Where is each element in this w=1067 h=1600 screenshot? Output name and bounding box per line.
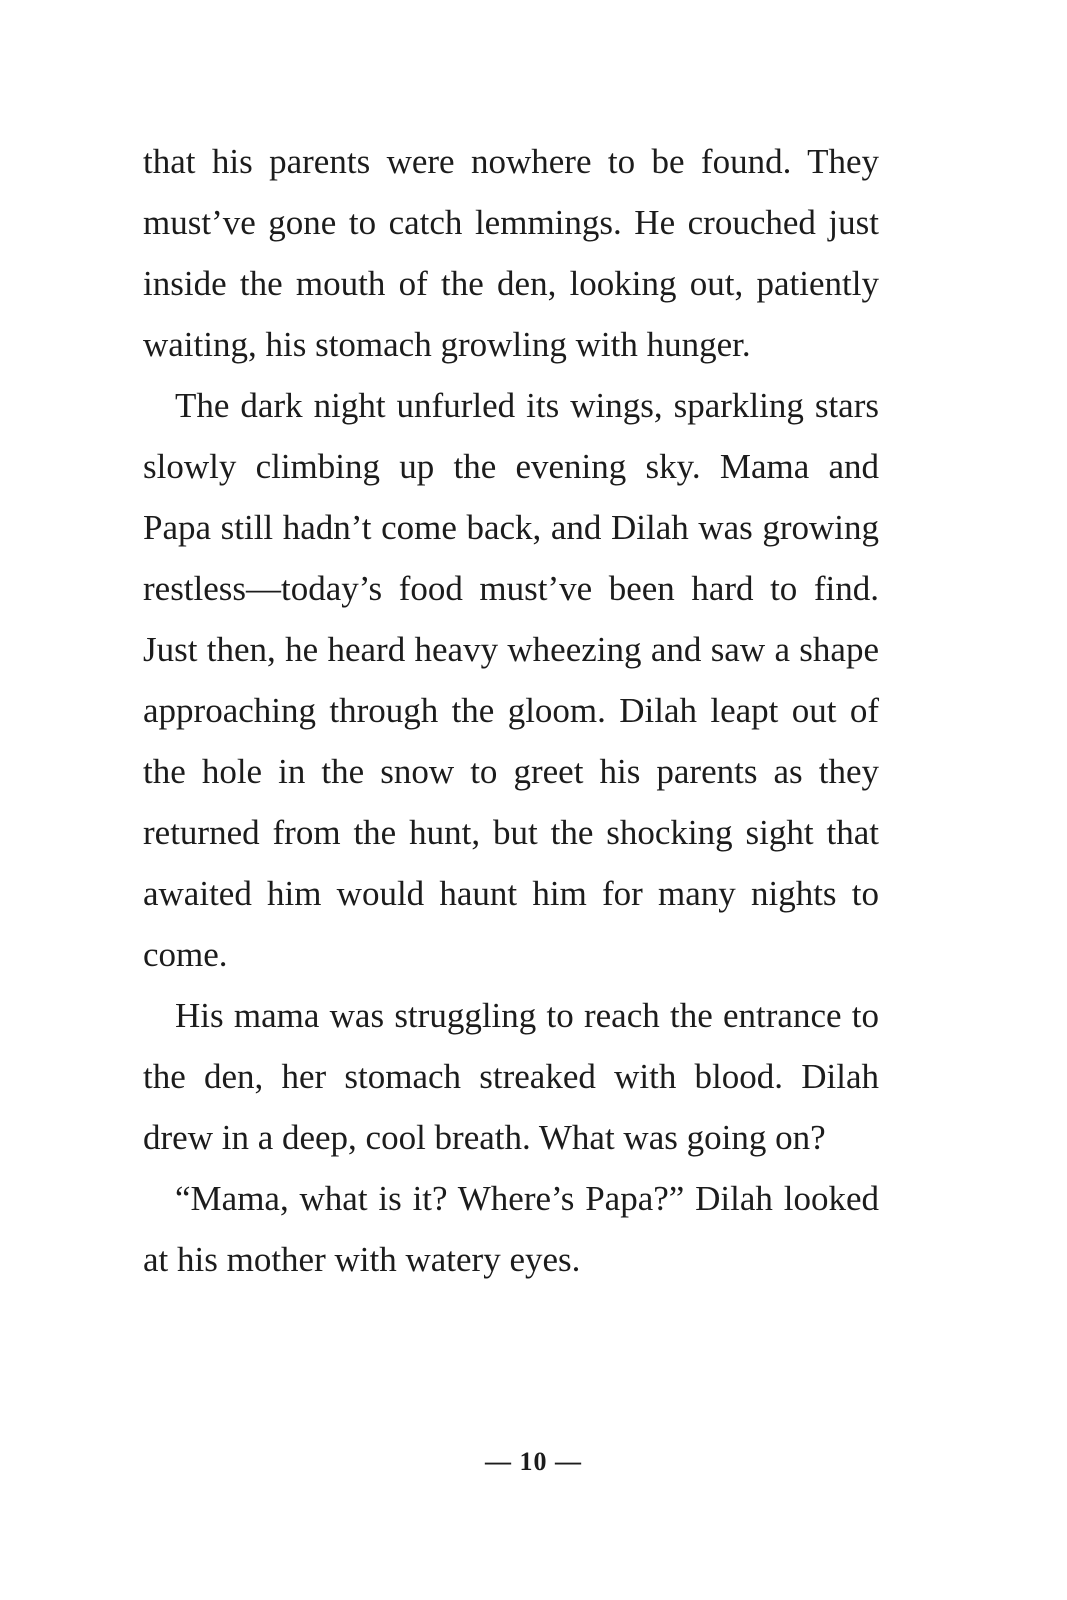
paragraph-2: The dark night unfurled its wings, sparkling stars slowly climbing up the evening sky. Mama and Papa still hadn’t come back, and Dilah was growing restless—today’s food must’ve been hard to find. Just then, he heard heavy wheezing and saw a shape approaching through the gloom. Dilah leapt out of the hole in the snow to greet his parents as they returned from the hunt, but the shocking sight that awaited him would haunt him for many nights to come.	[143, 386, 879, 974]
paragraph-4: “Mama, what is it? Where’s Papa?” Dilah looked at his mother with watery eyes.	[143, 1179, 879, 1279]
body-text	[143, 131, 879, 1290]
page-number: — 10 —	[485, 1447, 582, 1476]
paragraph-1: that his parents were nowhere to be found. They must’ve gone to catch lemmings. He crouched just inside the mouth of the den, looking out, patiently waiting, his stomach growling with hunger.	[143, 142, 879, 364]
paragraph-3: His mama was struggling to reach the entrance to the den, her stomach streaked with blood. Dilah drew in a deep, cool breath. What was going on?	[143, 996, 879, 1157]
